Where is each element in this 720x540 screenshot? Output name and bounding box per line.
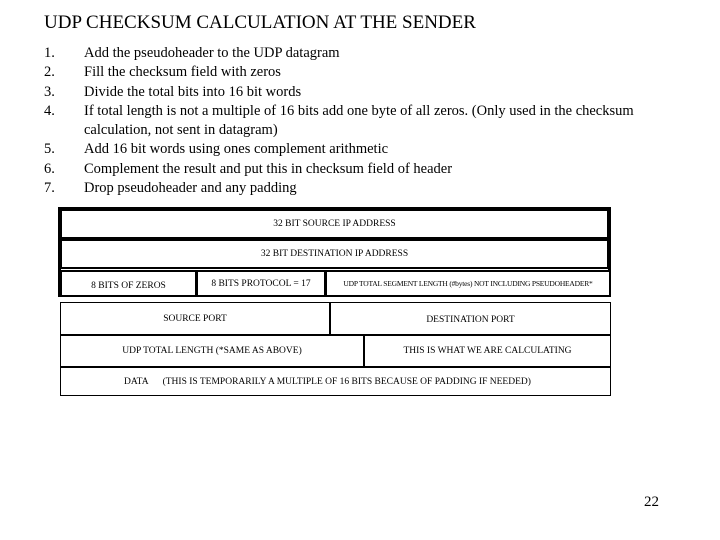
step-number: 2. (44, 64, 55, 81)
step-text: Fill the checksum field with zeros (84, 64, 281, 81)
source-ip-label: 32 BIT SOURCE IP ADDRESS (273, 219, 396, 229)
page-number: 22 (644, 494, 659, 510)
checksum-field (364, 335, 611, 367)
data-label: DATA (124, 376, 149, 387)
step-text: Add the pseudoheader to the UDP datagram (84, 45, 340, 61)
step-number: 4. (44, 102, 55, 119)
step-text: If total length is not a multiple of 16 bits add one byte of all zeros. (Only used in the checksum calculation, not sent in datagram) (84, 102, 634, 139)
step-number: 5. (44, 141, 55, 158)
step-number: 3. (44, 83, 55, 100)
step-number: 6. (44, 160, 55, 177)
protocol-field (196, 270, 326, 297)
data-field (60, 367, 611, 396)
dest-ip-label: 32 BIT DESTINATION IP ADDRESS (260, 249, 409, 259)
list-item (44, 140, 644, 159)
dest-ip-field (60, 239, 609, 269)
step-text: Divide the total bits into 16 bit words (84, 83, 302, 100)
segment-length-label: UDP TOTAL SEGMENT LENGTH (#bytes) NOT INCLUDING PSEUDOHEADER* (343, 279, 593, 288)
segment-length-field (325, 270, 611, 297)
step-text: Complement the result and put this in checksum field of header (84, 160, 453, 177)
zeros-label: 8 BITS OF ZEROS (91, 280, 166, 291)
list-item (44, 83, 644, 102)
list-item (44, 44, 644, 63)
checksum-label: THIS IS WHAT WE ARE CALCULATING (403, 346, 572, 356)
list-item (44, 160, 644, 179)
list-item (44, 102, 644, 141)
steps-list (44, 44, 644, 198)
source-port-label: SOURCE PORT (163, 314, 227, 324)
dest-port-label: DESTINATION PORT (426, 314, 515, 325)
list-item (44, 179, 644, 198)
zeros-field (60, 270, 197, 297)
list-item (44, 63, 644, 82)
step-text: Add 16 bit words using ones complement arithmetic (84, 141, 389, 158)
step-number: 1. (44, 45, 55, 61)
dest-port-field (330, 302, 611, 335)
source-ip-field (60, 209, 609, 239)
udp-length-label: UDP TOTAL LENGTH (*SAME AS ABOVE) (122, 346, 302, 356)
source-port-field (60, 302, 330, 335)
data-note: (THIS IS TEMPORARILY A MULTIPLE OF 16 BITS BECAUSE OF PADDING IF NEEDED) (162, 376, 531, 387)
slide-title: UDP CHECKSUM CALCULATION AT THE SENDER (44, 12, 476, 33)
step-number: 7. (44, 180, 55, 197)
step-text: Drop pseudoheader and any padding (84, 180, 297, 197)
udp-length-field (60, 335, 364, 367)
protocol-label: 8 BITS PROTOCOL = 17 (211, 279, 311, 289)
